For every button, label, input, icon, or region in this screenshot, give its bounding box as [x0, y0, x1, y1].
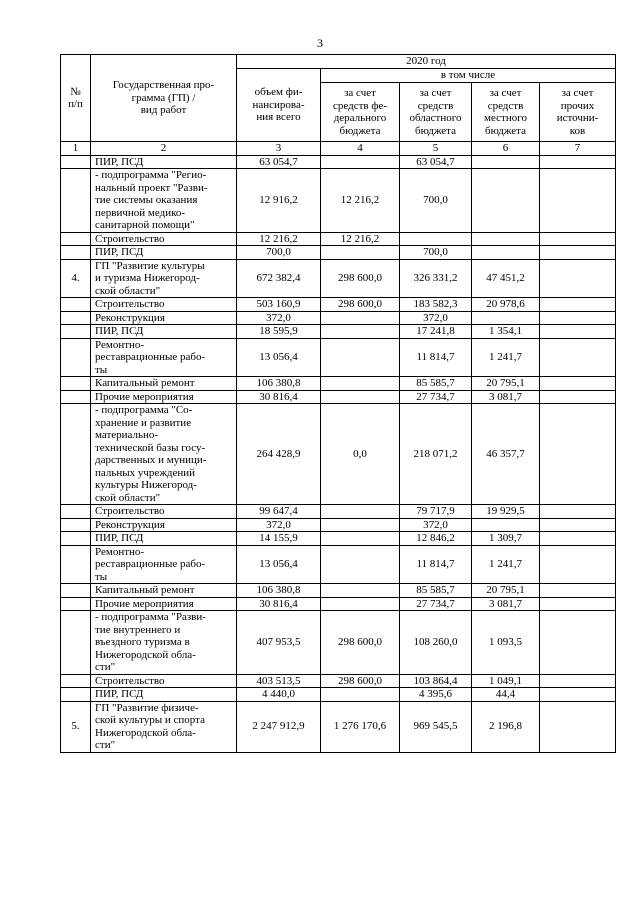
table-row	[61, 518, 616, 532]
row-local: 3 081,7	[472, 597, 540, 611]
table-body	[61, 155, 616, 752]
row-local	[472, 169, 540, 233]
row-number	[61, 688, 91, 702]
row-federal	[321, 584, 400, 598]
row-federal: 298 600,0	[321, 298, 400, 312]
row-total: 12 916,2	[237, 169, 321, 233]
row-total: 13 056,4	[237, 545, 321, 584]
row-number	[61, 505, 91, 519]
row-local: 20 795,1	[472, 584, 540, 598]
row-other	[540, 298, 616, 312]
table-row	[61, 674, 616, 688]
row-name: Прочие мероприятия	[91, 390, 237, 404]
row-other	[540, 674, 616, 688]
row-name: ПИР, ПСД	[91, 155, 237, 169]
row-number	[61, 584, 91, 598]
row-federal	[321, 597, 400, 611]
row-total: 30 816,4	[237, 390, 321, 404]
row-federal: 298 600,0	[321, 611, 400, 675]
row-other	[540, 232, 616, 246]
header-total: объем фи- нансирова- ния всего	[237, 69, 321, 142]
table-row	[61, 259, 616, 298]
row-total: 700,0	[237, 246, 321, 260]
row-local: 2 196,8	[472, 701, 540, 752]
row-local: 1 049,1	[472, 674, 540, 688]
row-local: 1 354,1	[472, 325, 540, 339]
row-regional: 4 395,6	[400, 688, 472, 702]
row-name: ГП "Развитие физиче- ской культуры и спорта Нижегородской обла- сти"	[91, 701, 237, 752]
row-name: ПИР, ПСД	[91, 246, 237, 260]
table-row	[61, 611, 616, 675]
row-local: 47 451,2	[472, 259, 540, 298]
row-federal	[321, 246, 400, 260]
row-number	[61, 298, 91, 312]
row-federal: 1 276 170,6	[321, 701, 400, 752]
row-name: Капитальный ремонт	[91, 377, 237, 391]
row-number	[61, 545, 91, 584]
row-local	[472, 518, 540, 532]
table-row	[61, 298, 616, 312]
table-row	[61, 377, 616, 391]
row-total: 14 155,9	[237, 532, 321, 546]
header-year: 2020 год	[237, 55, 616, 69]
page-number: 3	[317, 36, 323, 50]
header-num: № п/п	[61, 55, 91, 142]
column-number: 3	[237, 142, 321, 156]
table-row	[61, 597, 616, 611]
table-row	[61, 688, 616, 702]
row-regional: 326 331,2	[400, 259, 472, 298]
row-number	[61, 155, 91, 169]
row-total: 106 380,8	[237, 584, 321, 598]
row-total: 503 160,9	[237, 298, 321, 312]
row-total: 403 513,5	[237, 674, 321, 688]
row-number	[61, 597, 91, 611]
column-number: 6	[472, 142, 540, 156]
row-name: Строительство	[91, 505, 237, 519]
row-federal	[321, 545, 400, 584]
row-name: ПИР, ПСД	[91, 688, 237, 702]
row-number	[61, 246, 91, 260]
row-total: 2 247 912,9	[237, 701, 321, 752]
row-other	[540, 338, 616, 377]
row-other	[540, 505, 616, 519]
row-regional: 11 814,7	[400, 545, 472, 584]
row-number	[61, 169, 91, 233]
row-number	[61, 325, 91, 339]
row-name: ГП "Развитие культуры и туризма Нижегород- ской области"	[91, 259, 237, 298]
row-other	[540, 169, 616, 233]
row-name: Строительство	[91, 232, 237, 246]
row-other	[540, 611, 616, 675]
table-row	[61, 311, 616, 325]
row-local: 1 309,7	[472, 532, 540, 546]
row-other	[540, 404, 616, 505]
row-other	[540, 390, 616, 404]
header-regional: за счет средств областного бюджета	[400, 83, 472, 142]
row-local	[472, 311, 540, 325]
row-total: 407 953,5	[237, 611, 321, 675]
row-number: 4.	[61, 259, 91, 298]
table-row	[61, 155, 616, 169]
header-local: за счет средств местного бюджета	[472, 83, 540, 142]
header-program: Государственная про- грамма (ГП) / вид работ	[91, 55, 237, 142]
row-regional: 85 585,7	[400, 377, 472, 391]
table-row	[61, 232, 616, 246]
row-regional: 79 717,9	[400, 505, 472, 519]
row-local: 19 929,5	[472, 505, 540, 519]
row-regional	[400, 232, 472, 246]
table-row	[61, 246, 616, 260]
row-total: 12 216,2	[237, 232, 321, 246]
row-regional: 11 814,7	[400, 338, 472, 377]
header-including: в том числе	[321, 69, 616, 83]
row-federal: 298 600,0	[321, 259, 400, 298]
row-number	[61, 390, 91, 404]
row-number	[61, 311, 91, 325]
column-number: 4	[321, 142, 400, 156]
row-regional: 103 864,4	[400, 674, 472, 688]
row-number	[61, 518, 91, 532]
row-name: Капитальный ремонт	[91, 584, 237, 598]
column-number-row	[61, 142, 616, 156]
row-local: 20 795,1	[472, 377, 540, 391]
row-total: 264 428,9	[237, 404, 321, 505]
row-federal	[321, 390, 400, 404]
row-regional: 108 260,0	[400, 611, 472, 675]
row-local	[472, 155, 540, 169]
row-total: 99 647,4	[237, 505, 321, 519]
column-number: 7	[540, 142, 616, 156]
row-other	[540, 377, 616, 391]
row-name: Ремонтно- реставрационные рабо- ты	[91, 545, 237, 584]
row-other	[540, 311, 616, 325]
row-name: Прочие мероприятия	[91, 597, 237, 611]
row-total: 13 056,4	[237, 338, 321, 377]
table-row	[61, 404, 616, 505]
column-number: 1	[61, 142, 91, 156]
table-row	[61, 532, 616, 546]
row-name: - подпрограмма "Разви- тие внутреннего и въездного туризма в Нижегородской обла- сти"	[91, 611, 237, 675]
row-name: - подпрограмма "Регио- нальный проект "Разви- тие системы оказания первичной медико- санитарной помощи"	[91, 169, 237, 233]
row-local: 44,4	[472, 688, 540, 702]
row-regional: 63 054,7	[400, 155, 472, 169]
table-row	[61, 505, 616, 519]
row-federal	[321, 532, 400, 546]
row-other	[540, 518, 616, 532]
row-federal	[321, 155, 400, 169]
row-total: 18 595,9	[237, 325, 321, 339]
row-local: 20 978,6	[472, 298, 540, 312]
row-other	[540, 545, 616, 584]
row-local: 1 241,7	[472, 545, 540, 584]
row-total: 372,0	[237, 518, 321, 532]
row-other	[540, 532, 616, 546]
row-name: Ремонтно- реставрационные рабо- ты	[91, 338, 237, 377]
row-local: 1 241,7	[472, 338, 540, 377]
row-federal: 0,0	[321, 404, 400, 505]
row-other	[540, 584, 616, 598]
row-federal	[321, 377, 400, 391]
column-number: 5	[400, 142, 472, 156]
row-name: Строительство	[91, 674, 237, 688]
row-total: 4 440,0	[237, 688, 321, 702]
row-regional: 218 071,2	[400, 404, 472, 505]
row-other	[540, 597, 616, 611]
table-row	[61, 701, 616, 752]
row-name: Реконструкция	[91, 518, 237, 532]
row-other	[540, 688, 616, 702]
row-regional: 27 734,7	[400, 390, 472, 404]
row-total: 672 382,4	[237, 259, 321, 298]
row-number	[61, 404, 91, 505]
row-regional: 969 545,5	[400, 701, 472, 752]
row-federal	[321, 518, 400, 532]
row-total: 63 054,7	[237, 155, 321, 169]
row-total: 30 816,4	[237, 597, 321, 611]
row-regional: 12 846,2	[400, 532, 472, 546]
row-federal	[321, 338, 400, 377]
row-regional: 27 734,7	[400, 597, 472, 611]
row-number	[61, 674, 91, 688]
table-row	[61, 325, 616, 339]
row-federal	[321, 688, 400, 702]
row-federal	[321, 325, 400, 339]
row-local: 3 081,7	[472, 390, 540, 404]
row-number	[61, 611, 91, 675]
row-other	[540, 325, 616, 339]
row-name: Строительство	[91, 298, 237, 312]
row-number: 5.	[61, 701, 91, 752]
row-federal: 12 216,2	[321, 169, 400, 233]
row-federal	[321, 505, 400, 519]
row-local: 46 357,7	[472, 404, 540, 505]
row-regional: 85 585,7	[400, 584, 472, 598]
row-federal	[321, 311, 400, 325]
row-federal: 12 216,2	[321, 232, 400, 246]
row-regional: 17 241,8	[400, 325, 472, 339]
row-regional: 372,0	[400, 311, 472, 325]
row-number	[61, 232, 91, 246]
row-name: ПИР, ПСД	[91, 532, 237, 546]
row-local	[472, 232, 540, 246]
row-other	[540, 246, 616, 260]
row-number	[61, 532, 91, 546]
row-total: 372,0	[237, 311, 321, 325]
row-name: Реконструкция	[91, 311, 237, 325]
row-number	[61, 377, 91, 391]
row-local	[472, 246, 540, 260]
row-name: - подпрограмма "Со- хранение и развитие материально- технической базы госу- дарственных и муници- пальных учреждений культуры Нижегород- ской области"	[91, 404, 237, 505]
column-number: 2	[91, 142, 237, 156]
row-federal: 298 600,0	[321, 674, 400, 688]
row-regional: 183 582,3	[400, 298, 472, 312]
row-number	[61, 338, 91, 377]
row-name: ПИР, ПСД	[91, 325, 237, 339]
row-local: 1 093,5	[472, 611, 540, 675]
header-federal: за счет средств фе- дерального бюджета	[321, 83, 400, 142]
table-row	[61, 390, 616, 404]
budget-table	[60, 54, 616, 753]
table-row	[61, 169, 616, 233]
table-row	[61, 338, 616, 377]
table-row	[61, 584, 616, 598]
row-regional: 700,0	[400, 169, 472, 233]
table-row	[61, 545, 616, 584]
row-other	[540, 259, 616, 298]
header-other: за счет прочих источни- ков	[540, 83, 616, 142]
row-total: 106 380,8	[237, 377, 321, 391]
row-regional: 372,0	[400, 518, 472, 532]
row-other	[540, 155, 616, 169]
row-regional: 700,0	[400, 246, 472, 260]
row-other	[540, 701, 616, 752]
